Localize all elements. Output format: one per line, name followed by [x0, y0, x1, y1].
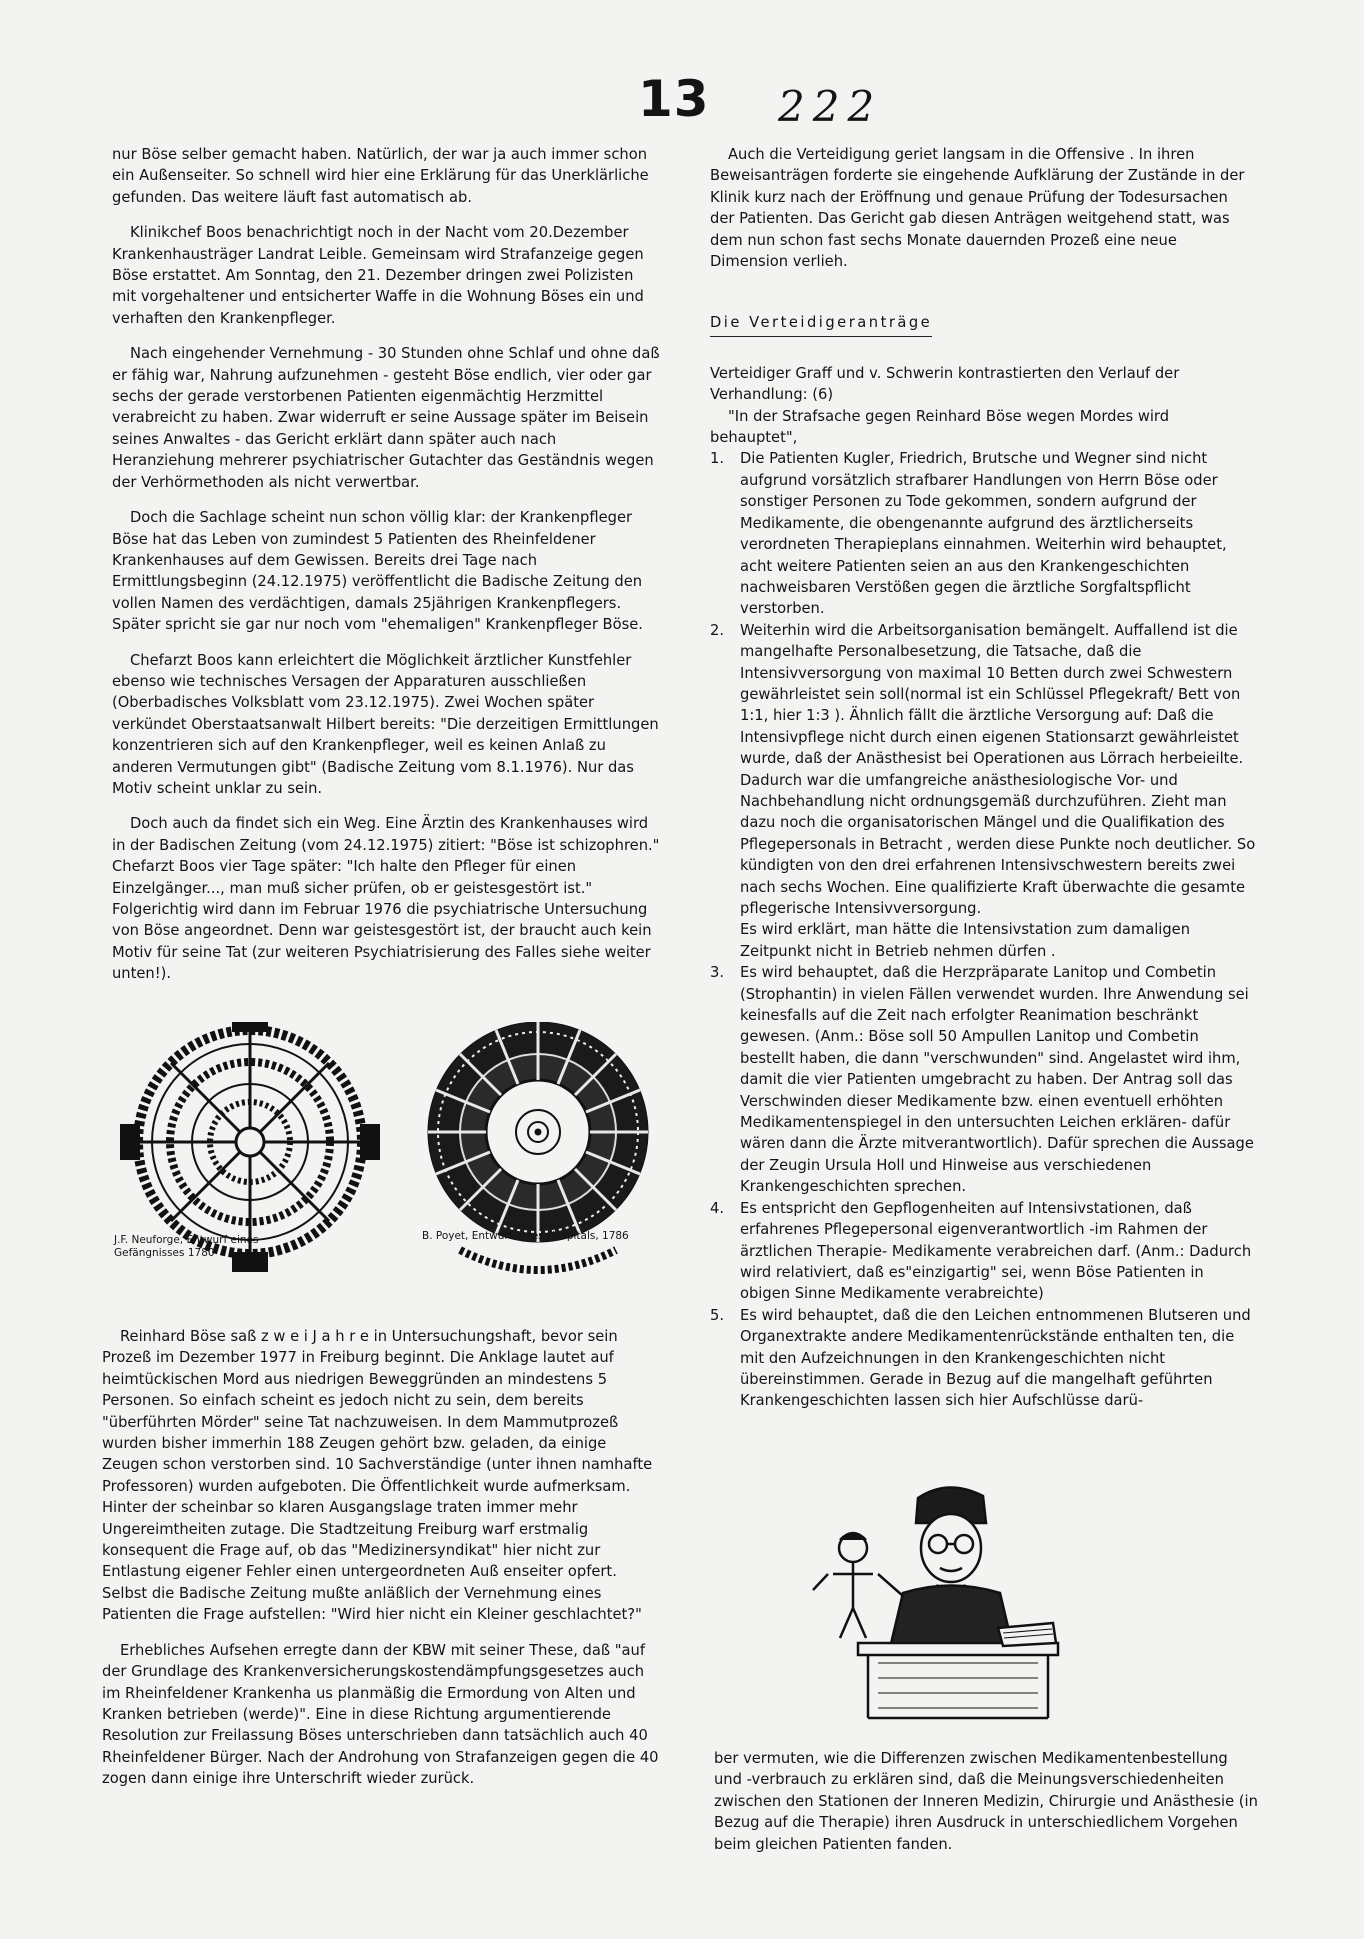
list-item: 1. Die Patienten Kugler, Friedrich, Brutsche und Wegner sind nicht aufgrund vorsätzlich strafbarer Handlungen von Herrn Böse oder sonstiger Personen zu Tode gekommen, sondern aufgrund der Medikamente, die obengenannte aufgrund des ärztlicherseits verordneten Therapieplans einnahmen. Weiterhin wird behauptet, acht weitere Patienten seien an aus den Krankengeschichten nachweisbaren Verstößen gegen die ärztliche Sorgfaltspflicht verstorben. [710, 450, 1227, 618]
paragraph: "In der Strafsache gegen Reinhard Böse wegen Mordes wird behauptet", [710, 407, 1170, 447]
paragraph: Auch die Verteidigung geriet langsam in die Offensive . In ihren Beweisanträgen forderte sie eingehende Aufklärung der Zustände in der Klinik kurz nach der Eröffnung und genaue Prüfung der Todesursachen der Patienten. Das Gericht gab diesen Anträgen weitgehend statt, was dem nun schon fast sechs Monate dauernden Prozeß eine neue Dimension verlieh. [710, 146, 1245, 271]
list-item: 2. Weiterhin wird die Arbeitsorganisation bemängelt. Auffallend ist die mangelhafte Personalbesetzung, die Tatsache, daß die Intensivversorgung von maximal 10 Betten durch zwei Schwestern gewährleistet sein soll(normal ist ein Schlüssel Pflegekraft/ Bett von 1:1, hier 1:3 ). Ähnlich fällt die ärztliche Versorgung auf: Daß die Intensivpflege nicht durch einen eigenen Stationsarzt gewährleistet wurde, daß der Anästhesist bei Operationen aus Lörrach herbeieilte. Dadurch war die umfangreiche anästhesiologische Vor- und Nachbehandlung nicht ordnungsgemäß durchzuführen. Zieht man dazu noch die organisatorischen Mängel und die Qualifikation des Pflegepersonals in Betracht , werden diese Punkte noch deutlicher. So kündigten von den drei erfahrenen Intensivschwestern bereits zwei nach sechs Wochen. Eine qualifizierte Kraft überwachte die gesamte pflegerische Intensivversorgung. Es wird erklärt, man hätte die Intensivstation zum damaligen Zeitpunkt nicht in Betrieb nehmen dürfen . [710, 621, 1256, 960]
paragraph: Chefarzt Boos kann erleichtert die Möglichkeit ärztlicher Kunstfehler ebenso wie technisches Versagen der Apparaturen ausschließen (Oberbadisches Volksblatt vom 23.12.1975). Zwei Wochen später verkündet Oberstaatsanwalt Hilbert bereits: "Die derzeitigen Ermittlungen konzentrieren sich auf den Krankenpfleger, weil es keinen Anlaß zu anderen Vermutungen gibt" (Badische Zeitung vom 8.1.1976). Nur das Motiv scheint unklar zu sein. [112, 651, 659, 797]
list-item: 3. Es wird behauptet, daß die Herzpräparate Lanitop und Combetin (Strophantin) in vielen Fällen verwendet wurden. Ihre Anwendung sei keinesfalls auf die Zeit nach erfolgter Reanimation beschränkt gewesen. (Anm.: Böse soll 50 Ampullen Lanitop und Combetin bestellt haben, die dann "verschwunden" sind. Angelastet wird ihm, damit die vier Patienten umgebracht zu haben. Der Antrag soll das Verschwinden dieser Medikamente bzw. einen eventuell erhöhten Medikamentenspiegel in den untersuchten Leichen erklären- dafür wären dann die Ärzte mitverantwortlich). Dafür sprechen die Aussage der Zeugin Ursula Holl und Hinweise aus verschiedenen Krankengeschichten sprechen. [710, 964, 1254, 1196]
figure-caption-hospital: B. Poyet, Entwurf eines Hospitals, 1786 [422, 1230, 629, 1242]
list-item: 5. Es wird behauptet, daß die den Leichen entnommenen Blutseren und Organextrakte andere Medikamentenrückstände enthalten ten, die mit den Aufzeichnungen in den Krankengeschichten nicht übereinstimmen. Gerade in Bezug auf die mangelhaft geführten Krankengeschichten lassen sich hier Aufschlüsse darü- [710, 1306, 1251, 1410]
paragraph: Doch die Sachlage scheint nun schon völlig klar: der Krankenpfleger Böse hat das Leben von zumindest 5 Patienten des Rheinfeldener Krankenhauses auf dem Gewissen. Bereits drei Tage nach Ermittlungsbeginn (24.12.1975) veröffentlicht die Badische Zeitung den vollen Namen des verdächtigen, damals 25jährigen Krankenpflegers. Später spricht sie gar nur noch vom "ehemaligen" Krankenpfleger Böse. [112, 509, 643, 634]
paragraph: Klinikchef Boos benachrichtigt noch in der Nacht vom 20.Dezember Krankenhausträger Landrat Leible. Gemeinsam wird Strafanzeige gegen Böse erstattet. Am Sonntag, den 21. Dezember dringen zwei Polizisten mit vorgehaltener und entsicherter Waffe in die Wohnung Böses ein und verhaften den Krankenpfleger. [112, 224, 644, 327]
right-column-closing [714, 1748, 1260, 1855]
paragraph: Doch auch da findet sich ein Weg. Eine Ärztin des Krankenhauses wird in der Badischen Zeitung (vom 24.12.1975) zitiert: "Böse ist schizophren." Chefarzt Boos vier Tage später: "Ich halte den Pfleger für einen Einzelgänger..., man muß sicher prüfen, ob er geistesgestört ist." Folgerichtig wird dann im Februar 1976 die psychiatrische Untersuchung von Böse angeordnet. Denn war geistesgestört ist, der braucht auch kein Motiv für seine Tat (zur weiteren Psychiatrisierung des Falles siehe weiter unten!). [112, 815, 660, 983]
page-number: 13 [638, 70, 710, 128]
paragraph: Reinhard Böse saß z w e i J a h r e in Untersuchungshaft, bevor sein Prozeß im Dezember 1977 in Freiburg beginnt. Die Anklage lautet auf heimtückischen Mord aus niedrigen Beweggründen an mindestens 5 Personen. So einfach scheint es jedoch nicht zu sein, dem bereits "überführten Mörder" seine Tat nachzuweisen. In dem Mammutprozeß wurden bisher immerhin 188 Zeugen gehört bzw. geladen, da einige Zeugen schon verstorben sind. 10 Sachverständige (unter ihnen namhafte Professoren) wurden aufgeboten. Die Öffentlichkeit wurde aufmerksam. Hinter der scheinbar so klaren Ausgangslage traten immer mehr Ungereimtheiten zutage. Die Stadtzeitung Freiburg warf erstmalig konsequent die Frage auf, ob das "Medizinersyndikat" hier nicht zur Entlastung eigener Fehler einen untergeordneten Auß enseiter opfert. Selbst die Badische Zeitung mußte anläßlich der Vernehmung eines Patienten die Frage aufstellen: "Wird hier nicht ein Kleiner geschlachtet?" [102, 1328, 653, 1624]
left-column-upper [112, 144, 660, 985]
claims-list [710, 448, 1256, 1411]
paragraph: Nach eingehender Vernehmung - 30 Stunden ohne Schlaf und ohne daß er fähig war, Nahrung aufzunehmen - gesteht Böse endlich, vier oder gar sechs der gerade verstorbenen Patienten eigenmächtig Herzmittel verabreicht zu haben. Zwar widerruft er seine Aussage später im Beisein seines Anwaltes - das Gericht erklärt dann später auch nach Heranziehung mehrerer psychiatrischer Gutachter das Geständnis wegen der Verhörmethoden als nicht verwertbar. [112, 345, 660, 491]
left-column-lower [102, 1326, 662, 1790]
handwritten-number: 222 [778, 82, 883, 131]
paragraph: Verteidiger Graff und v. Schwerin kontrastierten den Verlauf der Verhandlung: (6) [710, 364, 1180, 404]
paragraph: Erhebliches Aufsehen erregte dann der KBW mit seiner These, daß "auf der Grundlage des Krankenversicherungskostendämpfungsgesetzes auch im Rheinfeldener Krankenha us planmäßig die Ermordung von Alten und Kranken betrieben (werde)". Eine in diese Richtung argumentierende Resolution zur Freilassung Böses unterschrieben dann tatsächlich auch 40 Rheinfeldener Bürger. Nach der Androhung von Strafanzeigen gegen die 40 zogen dann einige ihre Unterschrift wieder zurück. [102, 1641, 659, 1788]
paragraph: ber vermuten, wie die Differenzen zwischen Medikamentenbestellung und -verbrauch zu erklären sind, daß die Meinungsverschiedenheiten zwischen den Stationen der Inneren Medizin, Chirurgie und Anästhesie (in Bezug auf die Therapie) ihren Ausdruck in unterschiedlichem Vorgehen beim gleichen Patienten fanden. [714, 1750, 1258, 1853]
right-column [710, 144, 1256, 1412]
paragraph: nur Böse selber gemacht haben. Natürlich, der war ja auch immer schon ein Außenseiter. So schnell wird hier eine Erklärung für das Unerklärliche gefunden. Das weitere läuft fast automatisch ab. [112, 146, 649, 206]
section-heading: Die Verteidigeranträge [710, 312, 932, 336]
list-item: 4. Es entspricht den Gepflogenheiten auf Intensivstationen, daß erfahrenes Pflegepersonal eigenverantwortlich -im Rahmen der ärztlichen Therapie- Medikamente verabreichen darf. (Anm.: Dadurch wird relativiert, daß es"einzigartig" sei, wenn Böse Patienten in obigen Sinne Medikamente verabreichte) [710, 1199, 1252, 1303]
figure-caption-prison: J.F. Neuforge, Entwurf eines Gefängnisses 1780 [114, 1234, 259, 1259]
judge-puppet-cartoon-icon [808, 1478, 1108, 1728]
figure-panopticon-plans [100, 1022, 680, 1282]
